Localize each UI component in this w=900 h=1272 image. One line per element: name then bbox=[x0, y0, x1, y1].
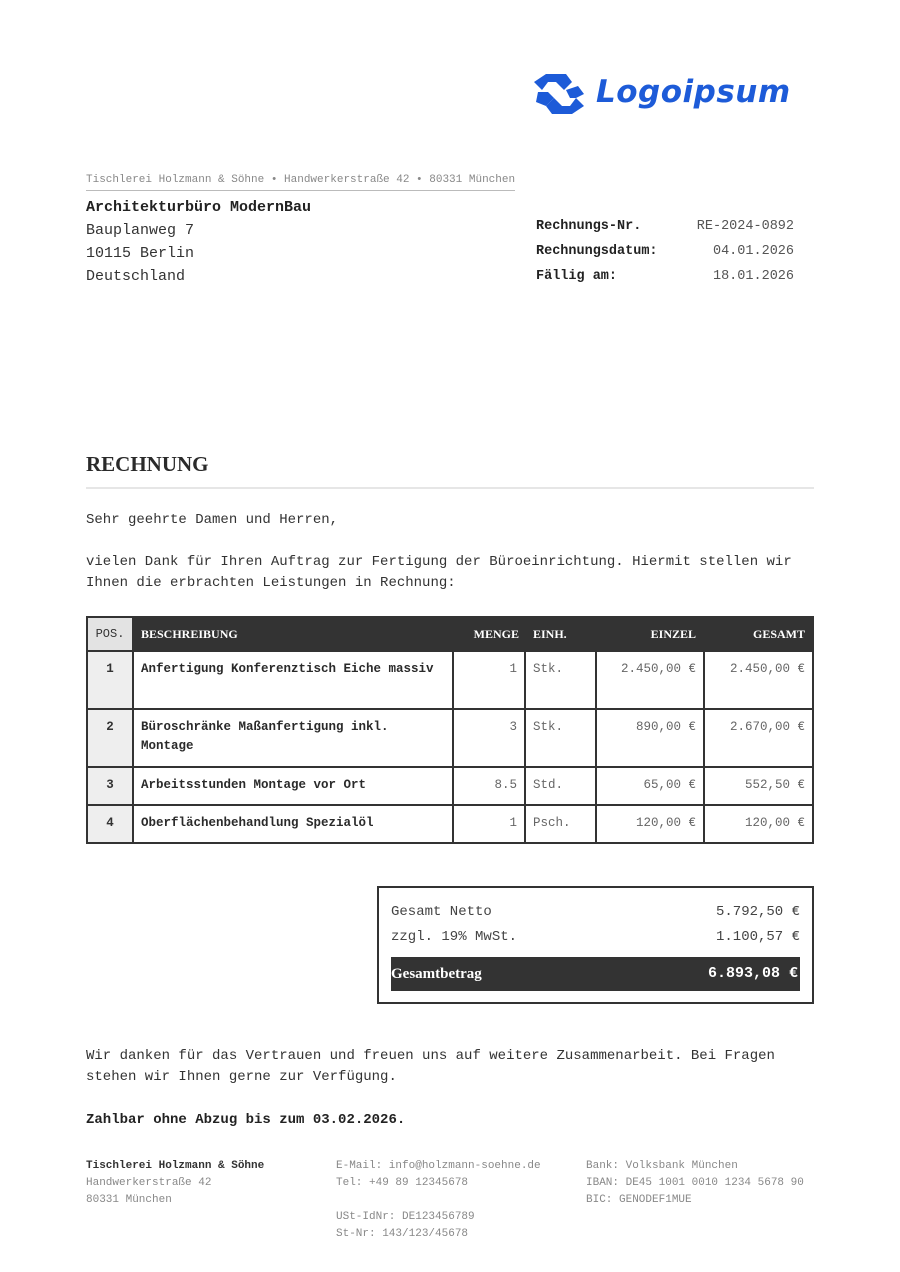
footer-tel: Tel: +49 89 12345678 bbox=[336, 1177, 469, 1189]
closing-text: Wir danken für das Vertrauen und freuen uns auf weitere Zusammenarbeit. Bei Fragen stehen wir Ihnen gerne zur Verfügung. bbox=[86, 1048, 775, 1085]
row-unit-price: 2.450,00 € bbox=[596, 651, 704, 709]
footer-company-name: Tischlerei Holzmann & Söhne bbox=[86, 1160, 265, 1172]
table-row bbox=[87, 767, 813, 805]
invoice-meta bbox=[536, 214, 794, 289]
invoice-number-row bbox=[536, 214, 794, 239]
footer-bic: BIC: GENODEF1MUE bbox=[586, 1194, 692, 1206]
table-row bbox=[87, 805, 813, 843]
row-description: Arbeitsstunden Montage vor Ort bbox=[133, 767, 453, 805]
footer-ustid: USt-IdNr: DE123456789 bbox=[336, 1211, 475, 1223]
table-header-row bbox=[87, 617, 813, 651]
col-header-unit-price: EINZEL bbox=[596, 617, 704, 651]
row-total: 120,00 € bbox=[704, 805, 813, 843]
invoice-date-value: 04.01.2026 bbox=[712, 244, 794, 259]
row-quantity: 1 bbox=[453, 651, 525, 709]
payment-terms: Zahlbar ohne Abzug bis zum 03.02.2026. bbox=[86, 1112, 406, 1128]
sender-address-line: Tischlerei Holzmann & Söhne • Handwerkerstraße 42 • 80331 München bbox=[86, 174, 515, 191]
invoice-date-label: Rechnungsdatum: bbox=[536, 244, 658, 259]
footer-bank-name: Bank: Volksbank München bbox=[586, 1160, 738, 1172]
recipient-street: Bauplanweg 7 bbox=[86, 222, 195, 239]
row-unit: Stk. bbox=[525, 651, 596, 709]
row-pos: 2 bbox=[87, 709, 133, 767]
row-total: 2.450,00 € bbox=[704, 651, 813, 709]
recipient-country: Deutschland bbox=[86, 268, 186, 285]
recipient-name: Architekturbüro ModernBau bbox=[86, 199, 312, 216]
row-description: Oberflächenbehandlung Spezialöl bbox=[133, 805, 453, 843]
row-unit: Std. bbox=[525, 767, 596, 805]
row-unit-price: 890,00 € bbox=[596, 709, 704, 767]
invoice-date-row bbox=[536, 239, 794, 264]
due-date-row bbox=[536, 264, 794, 289]
logo-wordmark: Logoipsum bbox=[596, 74, 791, 110]
col-header-total: GESAMT bbox=[704, 617, 813, 651]
net-total-label: Gesamt Netto bbox=[391, 904, 492, 920]
col-header-desc: BESCHREIBUNG bbox=[133, 617, 453, 651]
row-unit: Stk. bbox=[525, 709, 596, 767]
logo-mark-icon bbox=[532, 72, 588, 116]
vat-label: zzgl. 19% MwSt. bbox=[391, 929, 518, 945]
grand-total-value: 6.893,08 € bbox=[707, 965, 798, 982]
recipient-address bbox=[86, 196, 311, 288]
vat-value: 1.100,57 € bbox=[715, 929, 800, 945]
row-description: Büroschränke Maßanfertigung inkl. Montage bbox=[133, 709, 453, 767]
footer-city: 80331 München bbox=[86, 1194, 172, 1206]
footer-company bbox=[86, 1158, 316, 1209]
footer-iban: IBAN: DE45 1001 0010 1234 5678 90 bbox=[586, 1177, 804, 1189]
salutation: Sehr geehrte Damen und Herren, bbox=[86, 512, 339, 528]
col-header-unit: EINH. bbox=[525, 617, 596, 651]
row-quantity: 8.5 bbox=[453, 767, 525, 805]
footer-bank bbox=[586, 1158, 810, 1209]
footer-stnr: St-Nr: 143/123/45678 bbox=[336, 1228, 469, 1240]
footer-street: Handwerkerstraße 42 bbox=[86, 1177, 212, 1189]
vat-row bbox=[391, 925, 800, 950]
row-pos: 4 bbox=[87, 805, 133, 843]
table-row bbox=[87, 651, 813, 709]
row-pos: 1 bbox=[87, 651, 133, 709]
row-total: 552,50 € bbox=[704, 767, 813, 805]
row-quantity: 3 bbox=[453, 709, 525, 767]
items-table bbox=[86, 616, 814, 844]
footer-contact bbox=[336, 1158, 576, 1243]
invoice-number-value: RE-2024-0892 bbox=[696, 219, 794, 234]
grand-total-row bbox=[391, 957, 800, 991]
net-total-row bbox=[391, 900, 800, 925]
col-header-pos: POS. bbox=[87, 617, 133, 651]
row-unit-price: 65,00 € bbox=[596, 767, 704, 805]
row-quantity: 1 bbox=[453, 805, 525, 843]
table-row bbox=[87, 709, 813, 767]
net-total-value: 5.792,50 € bbox=[715, 904, 800, 920]
row-unit-price: 120,00 € bbox=[596, 805, 704, 843]
totals-box bbox=[377, 886, 814, 1004]
footer-email: E-Mail: info@holzmann-soehne.de bbox=[336, 1160, 541, 1172]
due-date-value: 18.01.2026 bbox=[712, 269, 794, 284]
row-description: Anfertigung Konferenztisch Eiche massiv bbox=[133, 651, 453, 709]
page-title: RECHNUNG bbox=[86, 452, 814, 489]
row-total: 2.670,00 € bbox=[704, 709, 813, 767]
recipient-city: 10115 Berlin bbox=[86, 245, 195, 262]
intro-text: vielen Dank für Ihren Auftrag zur Fertigung der Büroeinrichtung. Hiermit stellen wir Ihnen die erbrachten Leistungen in Rechnung: bbox=[86, 554, 792, 591]
invoice-number-label: Rechnungs-Nr. bbox=[536, 219, 642, 234]
row-pos: 3 bbox=[87, 767, 133, 805]
footer-spacer bbox=[336, 1192, 576, 1209]
due-date-label: Fällig am: bbox=[536, 269, 618, 284]
row-unit: Psch. bbox=[525, 805, 596, 843]
grand-total-label: Gesamtbetrag bbox=[391, 966, 482, 982]
company-logo bbox=[532, 72, 832, 116]
col-header-qty: MENGE bbox=[453, 617, 525, 651]
